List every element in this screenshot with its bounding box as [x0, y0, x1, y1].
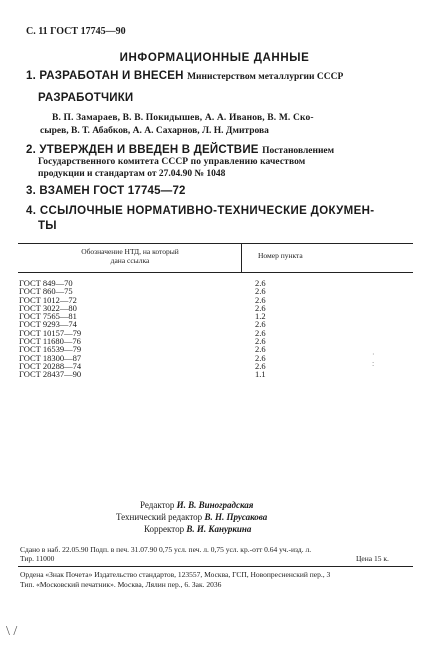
proofreader-label: Корректор	[144, 524, 185, 534]
table-row-doc: ГОСТ 18300—87	[19, 352, 82, 363]
scan-speck: · :	[372, 350, 375, 368]
section-2	[26, 144, 334, 156]
table-row-item: 2.6	[255, 294, 266, 305]
editor-label: Редактор	[140, 500, 175, 510]
margin-handwritten-mark: \ /	[6, 624, 18, 639]
table-row-doc: ГОСТ 3022—80	[19, 302, 77, 313]
table-row-item: 2.6	[255, 352, 266, 363]
table-header-document	[40, 247, 220, 265]
table-document-column	[19, 279, 81, 379]
imprint-printing-house: Тип. «Московский печатник». Москва, Лялин пер., 6. Зак. 2036	[20, 580, 222, 589]
section-1	[26, 70, 343, 82]
imprint-price: Цена 15 к.	[356, 554, 389, 563]
table-row-item: 2.6	[255, 344, 266, 355]
page-title: ИНФОРМАЦИОННЫЕ ДАННЫЕ	[119, 52, 310, 64]
developers-line-2: сырев, В. Т. Абабков, А. А. Сахарнов, Л. Н. Дмитрова	[40, 126, 269, 136]
table-row-item: 2.6	[255, 286, 266, 297]
table-header-rule	[18, 272, 413, 273]
table-row-item: 2.6	[255, 336, 266, 347]
table-row-doc: ГОСТ 849—70	[19, 278, 73, 288]
table-row-item: 2.6	[255, 327, 266, 338]
section-4-number: 4.	[26, 205, 37, 217]
table-row-doc: ГОСТ 860—75	[19, 286, 73, 297]
table-row-item: 2.6	[255, 319, 266, 330]
table-row-item: 2.6	[255, 278, 266, 288]
section-2-body-line-2: Государственного комитета СССР по управлению качеством	[38, 157, 306, 167]
imprint-print-data: Сдано в наб. 22.05.90 Подп. в печ. 31.07.90 0,75 усл. печ. л. 0,75 усл. кр.-отт 0.64 уч.-изд. л.	[20, 545, 312, 554]
table-row-doc: ГОСТ 28437—90	[19, 369, 82, 380]
table-header-item: Номер пункта	[258, 251, 303, 260]
imprint-publisher: Ордена «Знак Почета» Издательство стандартов, 123557, Москва, ГСП, Новопресненский пер., 3	[20, 570, 331, 579]
table-row-item: 1.1	[255, 369, 266, 380]
page-header: С. 11 ГОСТ 17745—90	[26, 26, 126, 37]
imprint-circulation: Тир. 11000	[20, 554, 55, 563]
section-2-body-line-3: продукции и стандартам от 27.04.90 № 1048	[38, 169, 226, 179]
section-2-number: 2.	[26, 144, 36, 156]
table-row-item: 1.2	[255, 311, 266, 322]
section-3-title: ВЗАМЕН ГОСТ 17745—72	[39, 185, 186, 197]
table-row-doc: ГОСТ 7565—81	[19, 311, 77, 322]
table-row-doc: ГОСТ 1012—72	[19, 294, 77, 305]
table-row-doc: ГОСТ 20288—74	[19, 360, 82, 371]
tech-editor-label: Технический редактор	[116, 512, 203, 522]
section-4-title-line-1: ССЫЛОЧНЫЕ НОРМАТИВНО-ТЕХНИЧЕСКИЕ ДОКУМЕН-	[39, 205, 375, 217]
table-row-doc: ГОСТ 11680—76	[19, 336, 81, 347]
table-header-document-line-2: дана ссылка	[110, 256, 150, 265]
table-row-item: 2.6	[255, 360, 266, 371]
table-row-doc: ГОСТ 9293—74	[19, 319, 77, 330]
developers-label: РАЗРАБОТЧИКИ	[38, 92, 134, 104]
table-column-divider	[241, 243, 242, 272]
table-item-column	[255, 279, 266, 379]
proofreader-line	[144, 524, 251, 534]
section-1-title: РАЗРАБОТАН И ВНЕСЕН	[39, 70, 184, 82]
table-row-doc: ГОСТ 10157—79	[19, 327, 82, 338]
proofreader-name: В. И. Кануркина	[186, 524, 252, 534]
section-4-title-line-2: ТЫ	[38, 220, 57, 232]
editor-name: И. В. Виноградская	[176, 500, 254, 510]
editor-line	[140, 500, 253, 510]
section-1-number: 1.	[26, 70, 36, 82]
section-2-body-start: Постановлением	[262, 146, 335, 156]
tech-editor-line	[116, 512, 267, 522]
table-header-document-line-1: Обозначение НТД, на который	[81, 247, 179, 256]
section-1-body: Министерством металлургии СССР	[187, 72, 344, 82]
section-3-number: 3.	[26, 185, 36, 197]
developers-line-1: В. П. Замараев, В. В. Покидышев, А. А. Иванов, В. М. Ско-	[52, 113, 314, 123]
imprint-rule	[18, 566, 413, 567]
section-2-title: УТВЕРЖДЕН И ВВЕДЕН В ДЕЙСТВИЕ	[39, 144, 259, 156]
table-top-rule	[18, 243, 413, 244]
table-row-item: 2.6	[255, 302, 266, 313]
section-3	[26, 185, 186, 197]
tech-editor-name: В. Н. Прусакова	[204, 512, 268, 522]
section-4	[26, 205, 374, 217]
table-row-doc: ГОСТ 16539—79	[19, 344, 82, 355]
